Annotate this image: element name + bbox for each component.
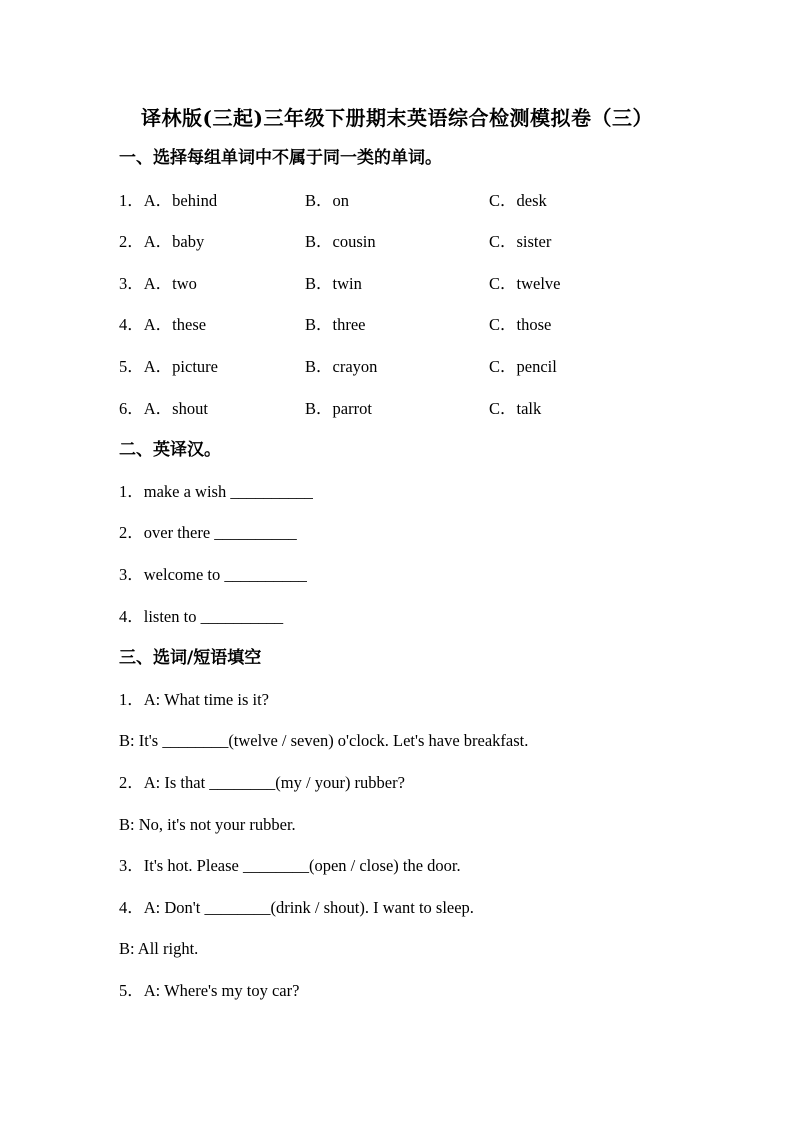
option-b: B．cousin (305, 232, 376, 251)
option-a: 5．A．picture (119, 357, 218, 376)
worksheet-title: 译林版(三起)三年级下册期末英语综合检测模拟卷（三） (141, 106, 653, 130)
option-a: 1．A．behind (119, 191, 218, 210)
section2-item-4: 4．listen to __________ (119, 607, 284, 626)
option-b: B．twin (305, 274, 362, 293)
section3-heading: 三、选词/短语填空 (119, 648, 262, 668)
option-c: C．pencil (489, 357, 557, 376)
option-a: 2．A．baby (119, 232, 205, 251)
section3-line-7: B: All right. (119, 939, 199, 958)
option-a: 4．A．these (119, 315, 207, 334)
section2-item-3: 3．welcome to __________ (119, 565, 307, 584)
section3-line-3: 2．A: Is that ________(my / your) rubber? (119, 773, 405, 792)
option-b: B．on (305, 191, 350, 210)
section3-line-5: 3．It's hot. Please ________(open / close) the door. (119, 856, 461, 875)
option-c: C．sister (489, 232, 552, 251)
section2-item-1: 1．make a wish __________ (119, 482, 313, 501)
option-c: C．those (489, 315, 552, 334)
option-b: B．parrot (305, 399, 372, 418)
option-a: 6．A．shout (119, 399, 208, 418)
option-c: C．talk (489, 399, 542, 418)
option-b: B．three (305, 315, 366, 334)
section3-line-8: 5．A: Where's my toy car? (119, 981, 300, 1000)
section3-line-6: 4．A: Don't ________(drink / shout). I want to sleep. (119, 898, 474, 917)
option-c: C．desk (489, 191, 547, 210)
section3-line-1: 1．A: What time is it? (119, 690, 270, 709)
section2-heading: 二、英译汉。 (119, 440, 221, 460)
section3-line-4: B: No, it's not your rubber. (119, 815, 296, 834)
option-c: C．twelve (489, 274, 561, 293)
section3-line-2: B: It's ________(twelve / seven) o'clock. Let's have breakfast. (119, 731, 529, 750)
option-a: 3．A．two (119, 274, 197, 293)
section2-item-2: 2．over there __________ (119, 523, 297, 542)
section1-heading: 一、选择每组单词中不属于同一类的单词。 (119, 148, 442, 168)
option-b: B．crayon (305, 357, 378, 376)
